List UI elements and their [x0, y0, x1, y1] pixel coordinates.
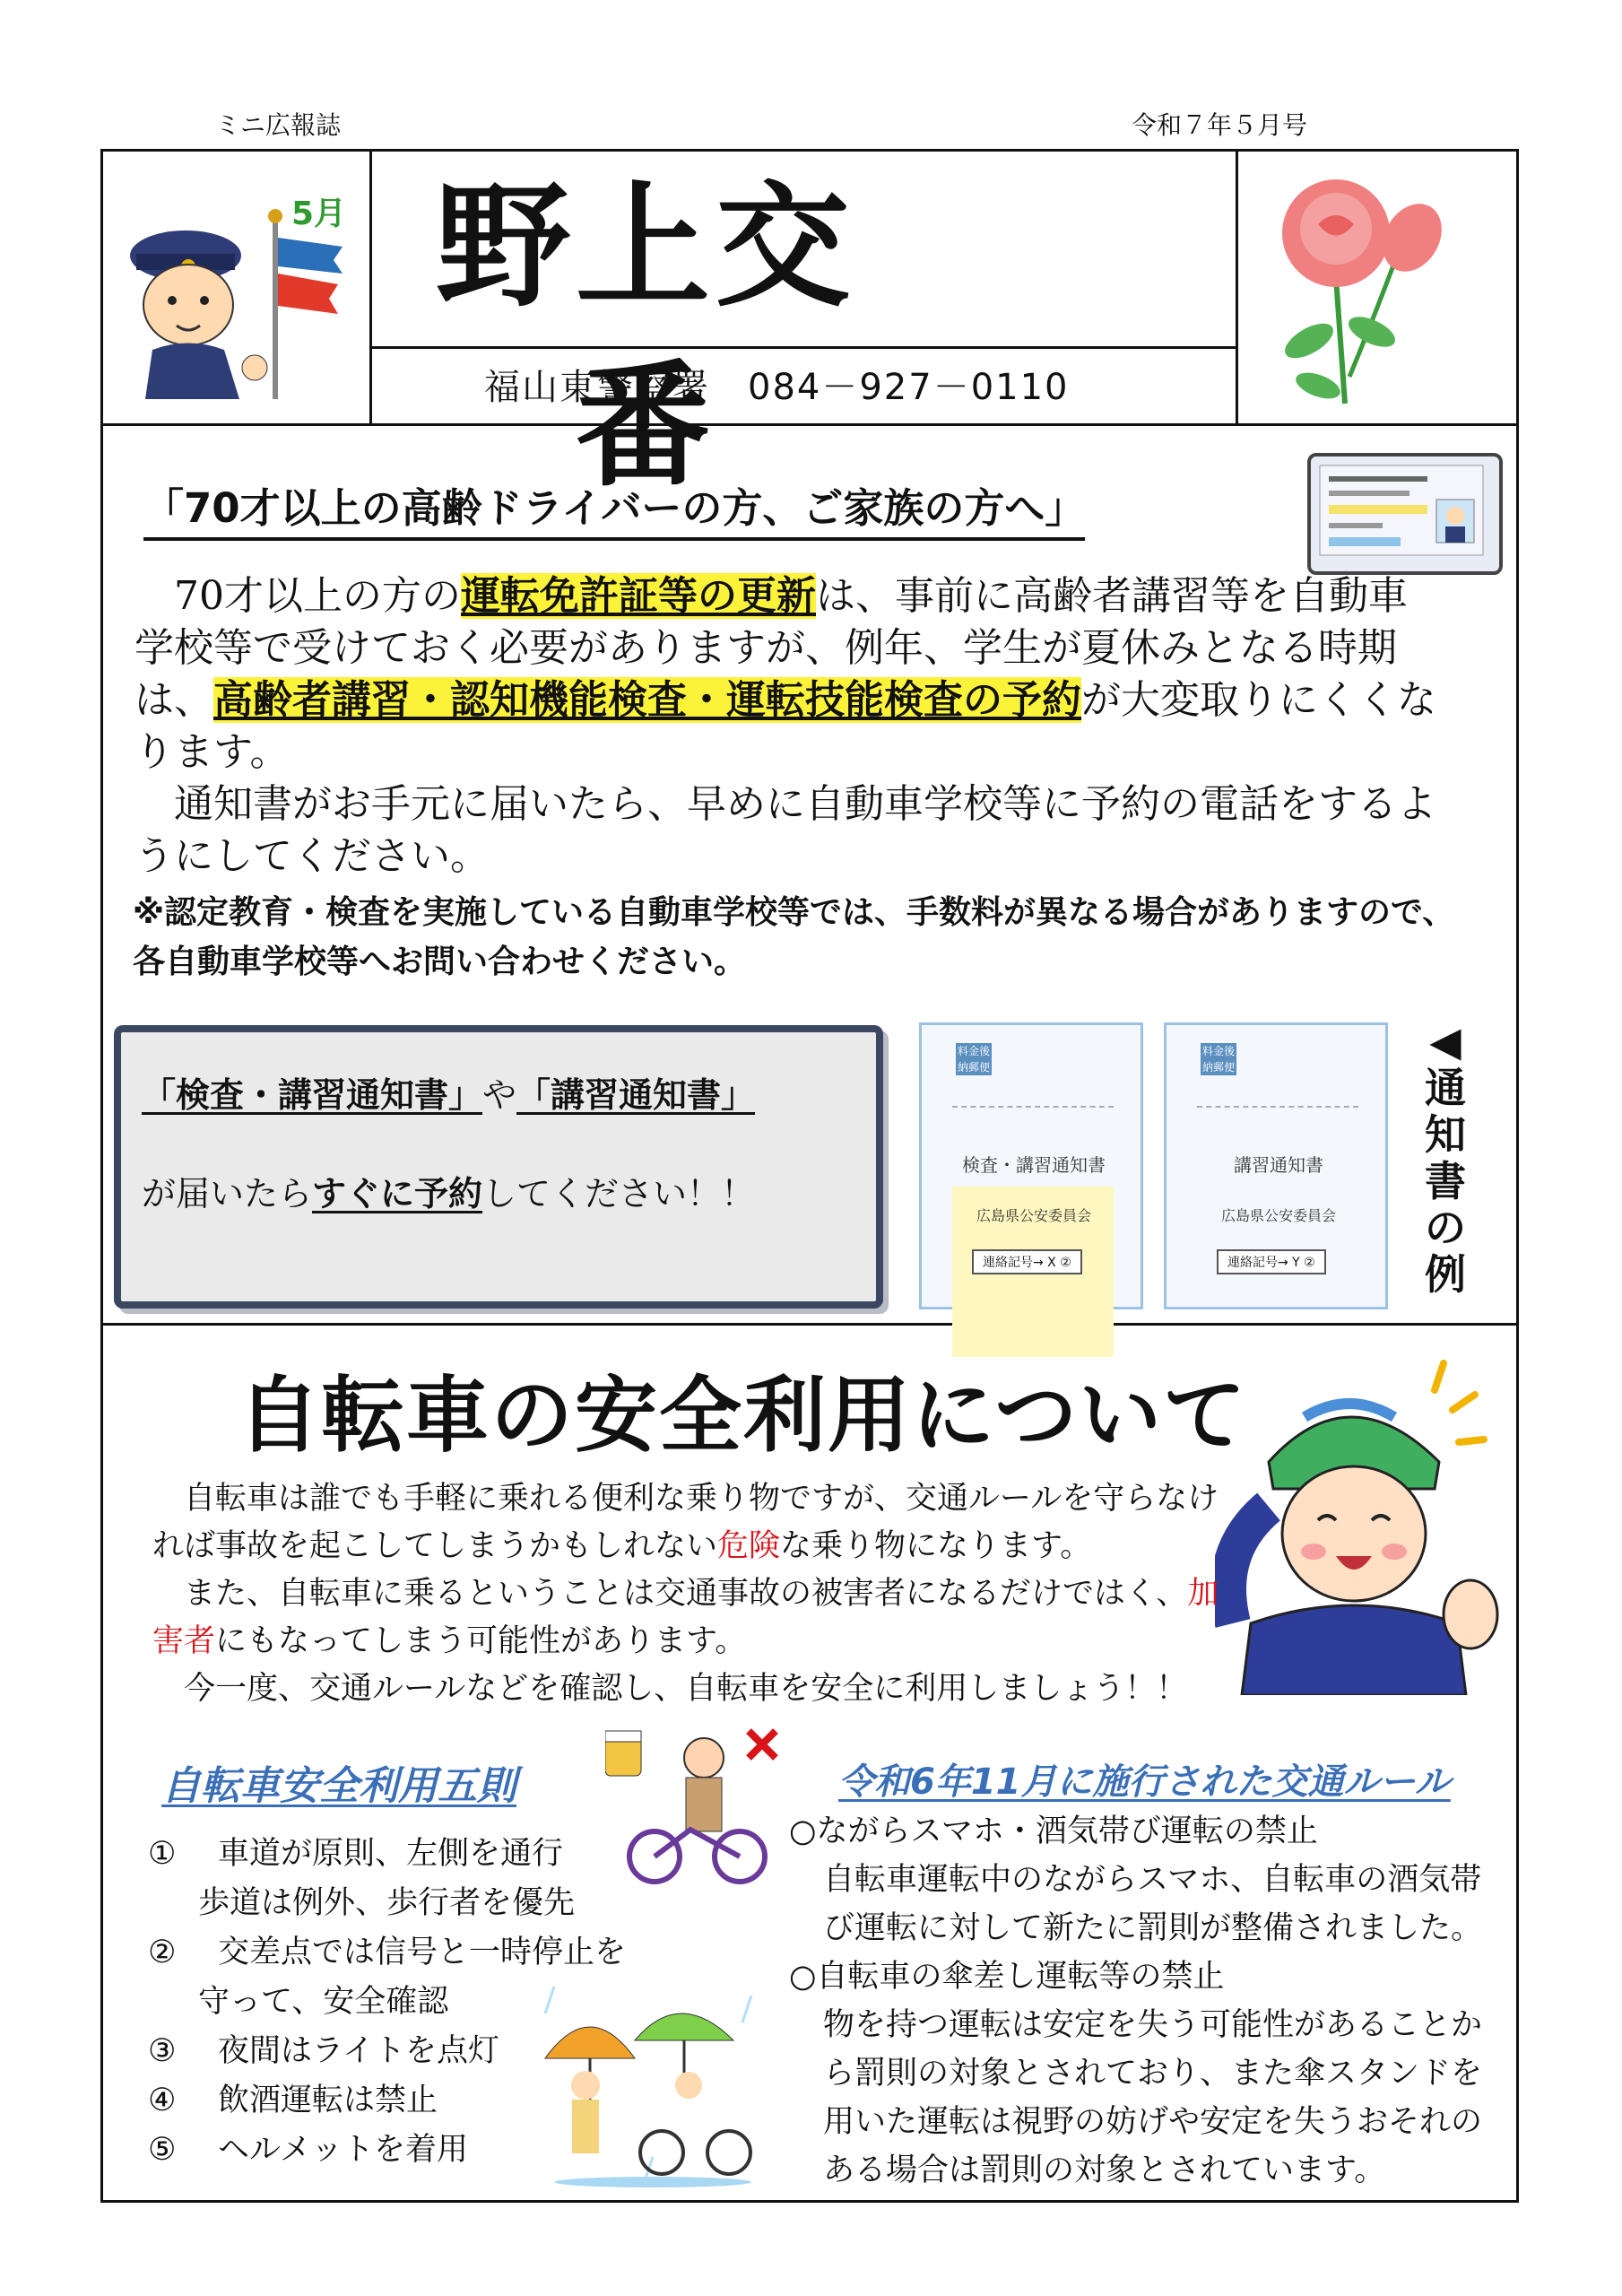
bike-p2-b: にもなってしまう可能性があります。	[215, 1623, 747, 1659]
bike-paragraph-2	[152, 1570, 1228, 1665]
rule-line: ヘルメットを着用	[218, 2132, 468, 2168]
notice-line-1	[142, 1067, 755, 1117]
bike-paragraph-1	[152, 1475, 1228, 1570]
rule-item-5	[148, 2126, 650, 2175]
rule-line: 交差点では信号と一時停止を	[218, 1935, 627, 1970]
card2-perforation	[1197, 1106, 1358, 1108]
notice-inspection-label: 「検査・講習通知書」	[142, 1075, 483, 1115]
bicycle-safety-title: 自転車の安全利用について	[238, 1368, 1248, 1464]
card1-issuer: 広島県公安委員会	[976, 1207, 1091, 1224]
bike-p2-a: また、自転車に乗るということは交通事故の被害者になるだけではく、	[152, 1576, 1188, 1612]
section-divider	[100, 1323, 1519, 1326]
five-rules-heading: 自転車安全利用五則	[161, 1763, 516, 1809]
new-rule-2-body: 物を持つ運転は安定を失う可能性があることから罰則の対象とされており、また傘スタンドを用いた運転は視野の妨げや安定を失うおそれのある場合は罰則の対象とされています。	[823, 2007, 1483, 2188]
body1-paragraph-2: 通知書がお手元に届いたら、早めに自動車学校等に予約の電話をするようにしてください。	[134, 781, 1436, 879]
rule-item-4	[148, 2076, 650, 2126]
perpetrator-word: 加害者	[152, 1576, 1219, 1659]
rule-line: 夜間はライトを点灯	[218, 2033, 499, 2069]
month-badge: 5月	[291, 196, 347, 232]
rule-line: 飲酒運転は禁止	[218, 2083, 438, 2118]
rule-item-2	[148, 1928, 650, 2027]
bike-p1-b: な乗り物になります。	[780, 1528, 1092, 1564]
rule-line: 車道が原則、左側を通行	[218, 1836, 564, 1872]
body1-text-c: が大変取りにくくなります。	[134, 677, 1436, 775]
newsletter-type-label: ミニ広報誌	[215, 110, 342, 140]
issue-date: 令和７年５月号	[1132, 110, 1308, 140]
senior-driver-heading: 「70才以上の高齢ドライバーの方、ご家族の方へ」	[143, 475, 1085, 541]
senior-driver-body	[134, 570, 1444, 883]
new-rules-heading: 令和6年11月に施行された交通ルール	[838, 1761, 1451, 1803]
card1-title: 検査・講習通知書	[962, 1154, 1106, 1176]
rule-number: ②	[148, 1935, 177, 1970]
rule-number: ③	[148, 2033, 177, 2069]
rule-line: 歩道は例外、歩行者を優先	[198, 1885, 576, 1921]
notice-example-label: ◀通知書の例	[1425, 1017, 1466, 1299]
body1-text-a: 70才以上の方の	[134, 573, 461, 619]
card2-postage-tag: 料金後納郵便	[1201, 1045, 1235, 1074]
card2-title: 講習通知書	[1234, 1154, 1323, 1176]
license-card-icon	[1307, 453, 1503, 575]
fee-note: ※認定教育・検査を実施している自動車学校等では、手数料が異なる場合がありますので、各自動車学校等へお問い合わせください。	[133, 894, 1455, 980]
header-left-divider	[369, 149, 372, 423]
notice-or: や	[482, 1075, 517, 1115]
rule-number: ④	[148, 2083, 177, 2118]
lecture-notice-card	[1164, 1022, 1388, 1309]
bike-p1-a: 自転車は誰でも手軽に乗れる便利な乗り物ですが、交通ルールを守らなければ事故を起こしてしまうかもしれない	[152, 1481, 1219, 1564]
inspection-notice-card	[919, 1022, 1143, 1309]
highlight-lecture-reservation: 高齢者講習・認知機能検査・運転技能検査の予約	[213, 677, 1081, 723]
new-rule-1-heading: ○ながらスマホ・酒気帯び運転の禁止	[789, 1813, 1318, 1849]
card1-number: 連絡記号→ X ②	[972, 1249, 1082, 1274]
bike-paragraph-3: 今一度、交通ルールなどを確認し、自転車を安全に利用しましょう！！	[152, 1671, 1188, 1707]
new-rule-1-body: 自転車運転中のながらスマホ、自転車の酒気帯び運転に対して新たに罰則が整備されました。	[823, 1862, 1483, 1946]
rule-line: 守って、安全確認	[198, 1984, 449, 2020]
notice-received: が届いたら	[142, 1174, 313, 1213]
body1-paragraph	[134, 570, 1444, 778]
card1-postage-tag: 料金後納郵便	[957, 1045, 990, 1074]
new-rule-2-heading: ○自転車の傘差し運転等の禁止	[789, 1959, 1225, 1995]
danger-word: 危険	[717, 1528, 781, 1564]
station-contact: 福山東警察署 084－927－0110	[484, 367, 1070, 408]
rule-number: ①	[148, 1836, 177, 1872]
body1-text-b: は、事前に高齢者講習等を自動車学校等で受けておく必要がありますが、例年、学生が夏休みとなる時期は、	[134, 573, 1408, 723]
notice-lecture-label: 「講習通知書」	[516, 1075, 756, 1115]
helmet-officer-illustration	[1215, 1354, 1502, 1695]
card2-issuer: 広島県公安委員会	[1220, 1207, 1336, 1224]
new-rules-list	[789, 1807, 1506, 2195]
notice-line-2	[142, 1166, 755, 1215]
notice-please: してください！！	[482, 1174, 756, 1213]
notice-reserve-now: すぐに予約	[312, 1174, 483, 1213]
rose-illustration	[1255, 161, 1462, 413]
rule-number: ⑤	[148, 2132, 177, 2168]
page-title: 野上交番	[435, 168, 855, 505]
card2-number: 連絡記号→ Y ②	[1217, 1249, 1326, 1274]
highlight-license-renewal: 運転免許証等の更新	[461, 573, 816, 619]
header-right-divider	[1236, 149, 1238, 423]
card1-perforation	[952, 1106, 1114, 1108]
five-rules-list	[148, 1830, 650, 2175]
rule-item-1	[148, 1830, 650, 1928]
bicycle-safety-body	[152, 1475, 1228, 1713]
rule-item-3	[148, 2027, 650, 2076]
